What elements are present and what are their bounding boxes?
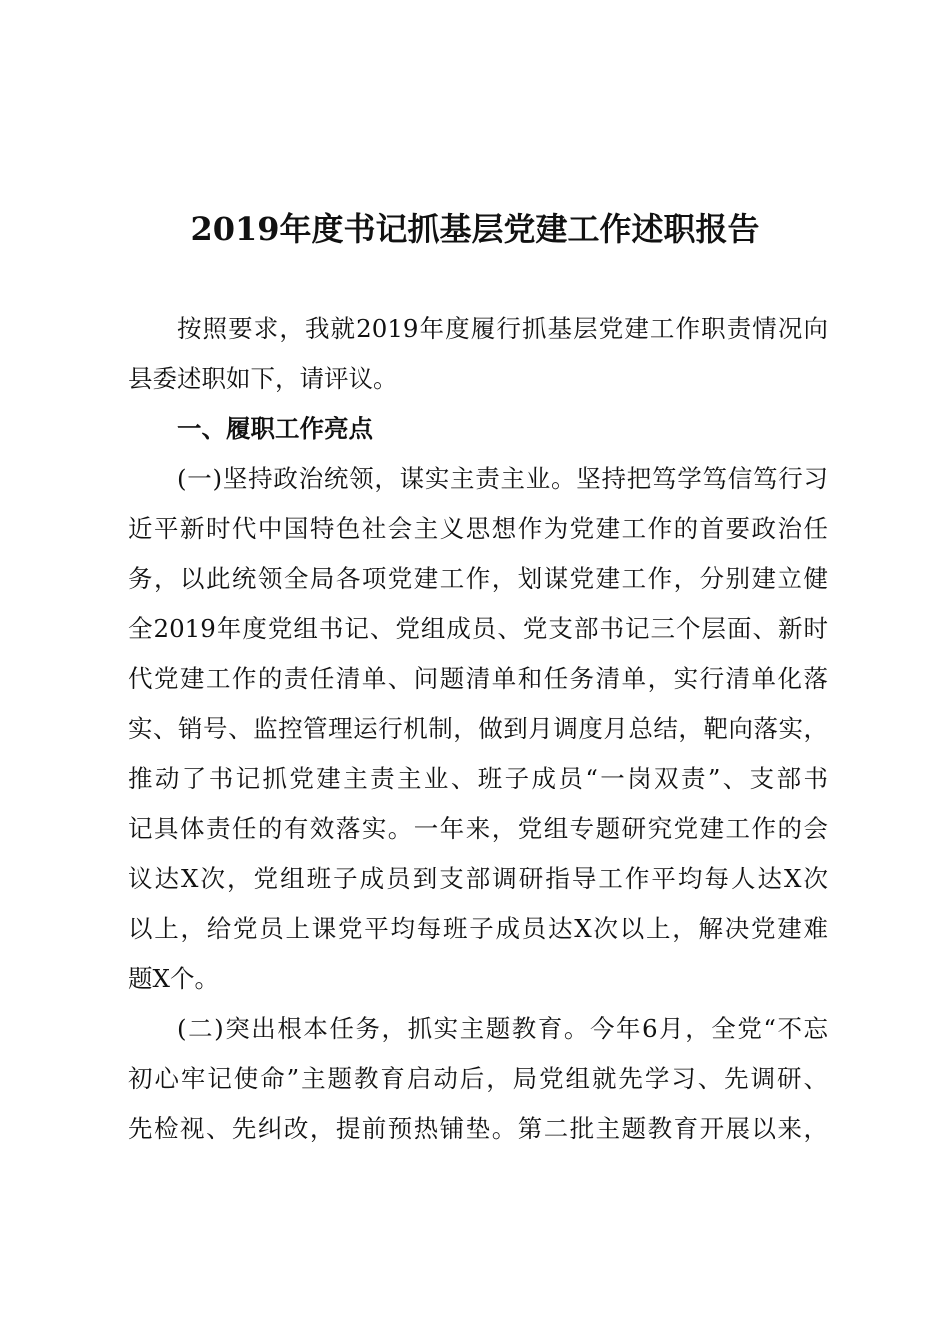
text-line: (一)坚持政治统领，谋实主责主业。坚持把笃学笃信笃行习 <box>177 464 828 493</box>
section-heading <box>128 404 828 454</box>
paragraph-point-1 <box>128 454 828 1004</box>
text-line: 全2019年度党组书记、党组成员、党支部书记三个层面、新时 <box>128 614 828 643</box>
text-line: 实、销号、监控管理运行机制，做到月调度月总结，靶向落实， <box>128 714 828 743</box>
text-line: 近平新时代中国特色社会主义思想作为党建工作的首要政治任 <box>128 514 828 543</box>
text-line: 推动了书记抓党建主责主业、班子成员“一岗双责”、支部书 <box>128 764 828 793</box>
text-line: 记具体责任的有效落实。一年来，党组专题研究党建工作的会 <box>128 814 828 843</box>
text-line: 务，以此统领全局各项党建工作，划谋党建工作，分别建立健 <box>128 564 828 593</box>
text-line: 题X个。 <box>128 964 219 993</box>
paragraph-point-2 <box>128 1004 828 1154</box>
text-line: (二)突出根本任务，抓实主题教育。今年6月，全党“不忘 <box>177 1014 828 1043</box>
text-line: 先检视、先纠改，提前预热铺垫。第二批主题教育开展以来， <box>128 1114 828 1143</box>
text-line: 以上，给党员上课党平均每班子成员达X次以上，解决党建难 <box>128 914 828 943</box>
text-line: 代党建工作的责任清单、问题清单和任务清单，实行清单化落 <box>128 664 828 693</box>
paragraph-intro <box>128 304 828 404</box>
text-line: 县委述职如下，请评议。 <box>128 364 398 393</box>
document-title: 2019年度书记抓基层党建工作述职报告 <box>190 210 760 248</box>
text-line: 初心牢记使命”主题教育启动后，局党组就先学习、先调研、 <box>128 1064 828 1093</box>
text-line: 按照要求，我就2019年度履行抓基层党建工作职责情况向 <box>177 314 828 343</box>
heading-line: 一、履职工作亮点 <box>177 414 373 443</box>
text-line: 议达X次，党组班子成员到支部调研指导工作平均每人达X次 <box>128 864 828 893</box>
document-body <box>128 304 828 1154</box>
